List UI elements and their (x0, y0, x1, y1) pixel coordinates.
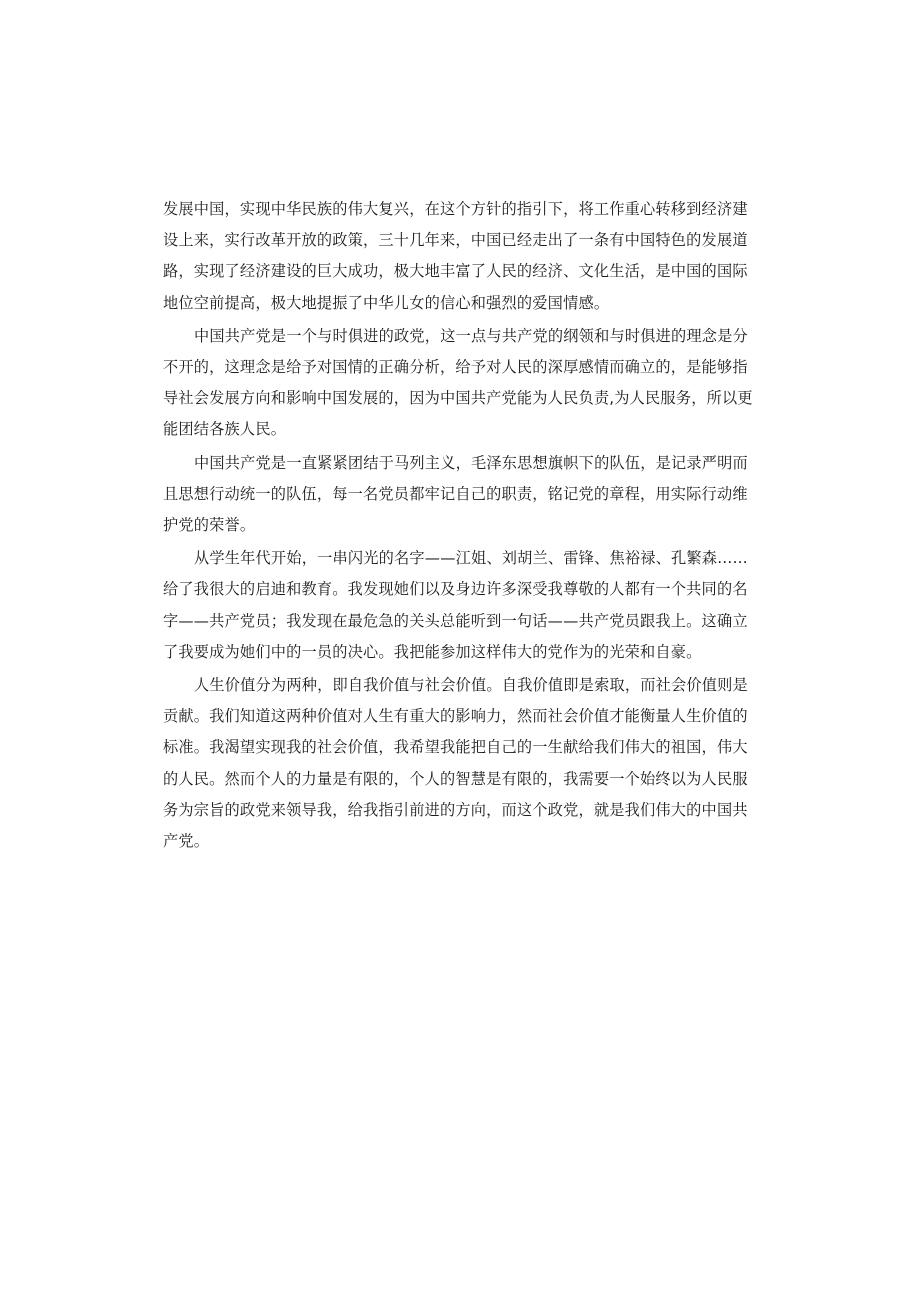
document-body (163, 194, 760, 857)
paragraph-continuation: 发展中国，实现中华民族的伟大复兴，在这个方针的指引下，将工作重心转移到经济建 设上来，实行改革开放的政策，三十几年来，中国已经走出了一条有中国特色的发展道 路，实现了经济建设的巨大成功，极大地丰富了人民的经济、文化生活，是中国的国际 地位空前提高，极大地提振了中华儿女的信心和强烈的爱国情感。 (163, 200, 748, 312)
paragraph-party-progress: 中国共产党是一个与时俱进的政党，这一点与共产党的纲领和与时俱进的理念是分 不开的，这理念是给予对国情的正确分析，给予对人民的深厚感情而确立的，是能够指 导社会发展方向和影响中国发展的，因为中国共产党能为人民负责,为人民服务，所以更 能团结各族人民。 (163, 326, 753, 439)
paragraph-life-value: 人生价值分为两种，即自我价值与社会价值。自我价值即是索取，而社会价值则是 贡献。我们知道这两种价值对人生有重大的影响力，然而社会价值才能衡量人生价值的 标准。我渴望实现我的社会价值，我希望我能把自己的一生献给我们伟大的祖国，伟大 的人民。然而个人的力量是有限的，个人的智慧是有限的，我需要一个始终以为人民服 务为宗旨的政党来领导我，给我指引前进的方向，而这个政党，就是我们伟大的中国共 产党。 (163, 676, 748, 851)
paragraph-party-unity: 中国共产党是一直紧紧团结于马列主义，毛泽东思想旗帜下的队伍，是记录严明而 且思想行动统一的队伍，每一名党员都牢记自己的职责，铭记党的章程，用实际行动维 护党的荣誉。 (163, 453, 748, 535)
paragraph-role-models: 从学生年代开始，一串闪光的名字——江姐、刘胡兰、雷锋、焦裕禄、孔繁森…… 给了我很大的启迪和教育。我发现她们以及身边许多深受我尊敬的人都有一个共同的名 字——共产党员；我发现在最危急的关头总能听到一句话——共产党员跟我上。这确立 了我要成为她们中的一员的决心。我把能参加这样伟大的党作为的光荣和自豪。 (163, 549, 748, 661)
